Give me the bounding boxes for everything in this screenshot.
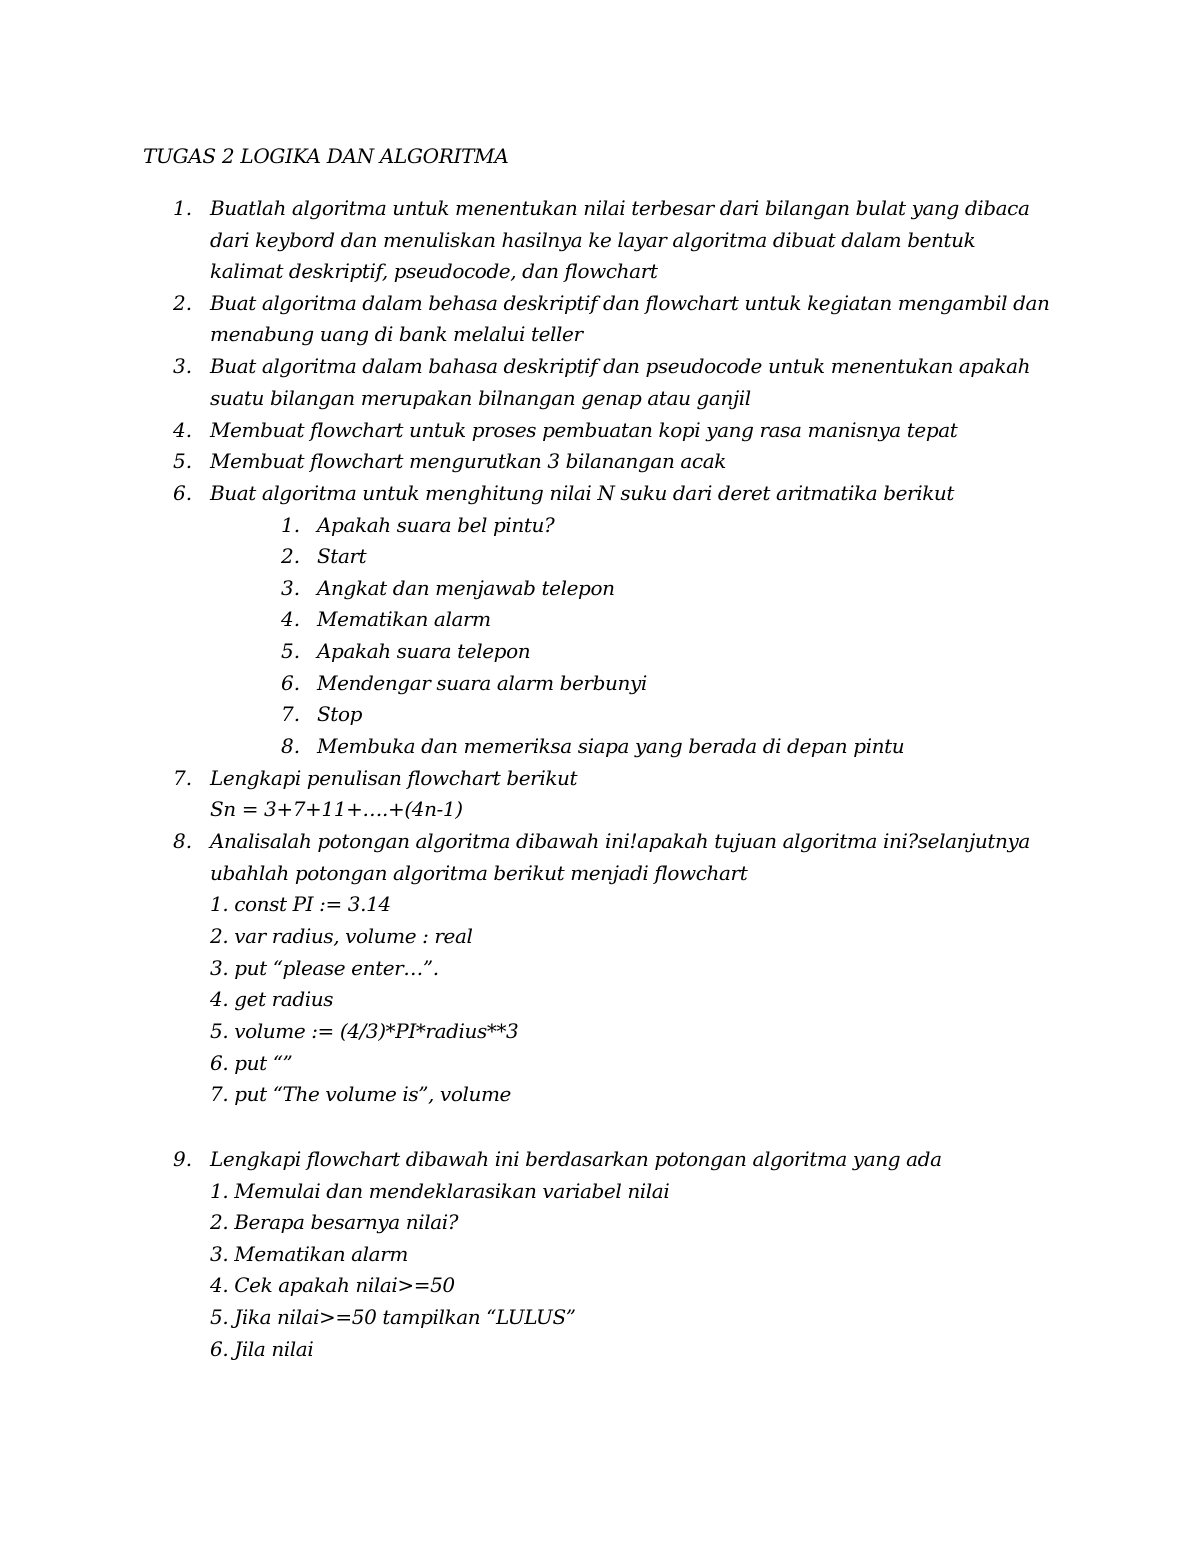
sub-item-number: 5. bbox=[281, 639, 301, 663]
question-text-line: Membuat flowchart mengurutkan 3 bilanangan acak bbox=[210, 449, 726, 473]
question-text-line: Lengkapi flowchart dibawah ini berdasarkan potongan algoritma yang ada bbox=[210, 1147, 942, 1171]
question-text-line: Membuat flowchart untuk proses pembuatan kopi yang rasa manisnya tepat bbox=[210, 418, 958, 442]
question-text-line: Buat algoritma untuk menghitung nilai N suku dari deret aritmatika berikut bbox=[210, 481, 955, 505]
question-text-line: Buat algoritma dalam bahasa deskriptif dan pseudocode untuk menentukan apakah bbox=[210, 354, 1031, 378]
question-number: 1. bbox=[173, 196, 193, 220]
sub-item-number: 4. bbox=[281, 607, 301, 631]
sub-item-text: Angkat dan menjawab telepon bbox=[317, 576, 615, 600]
code-line: 2. var radius, volume : real bbox=[210, 924, 473, 948]
question-number: 7. bbox=[173, 766, 193, 790]
sub-item-text: Start bbox=[317, 544, 367, 568]
sub-item-number: 6. bbox=[281, 671, 301, 695]
code-line: 1. const PI := 3.14 bbox=[210, 892, 391, 916]
question-text-line: dari keybord dan menuliskan hasilnya ke layar algoritma dibuat dalam bentuk bbox=[210, 228, 976, 252]
code-line: 3. put “please enter…”. bbox=[210, 956, 439, 980]
sub-item-text: Mendengar suara alarm berbunyi bbox=[317, 671, 647, 695]
question-number: 4. bbox=[173, 418, 193, 442]
code-line: 2. Berapa besarnya nilai? bbox=[210, 1210, 459, 1234]
sub-item-number: 3. bbox=[281, 576, 301, 600]
sub-item-text: Apakah suara telepon bbox=[317, 639, 531, 663]
code-line: 4. get radius bbox=[210, 987, 334, 1011]
question-text-line: menabung uang di bank melalui teller bbox=[210, 322, 583, 346]
code-line: 5. Jika nilai>=50 tampilkan “LULUS” bbox=[210, 1305, 576, 1329]
code-line: 6. put “” bbox=[210, 1051, 293, 1075]
question-number: 5. bbox=[173, 449, 193, 473]
code-line: 5. volume := (4/3)*PI*radius**3 bbox=[210, 1019, 519, 1043]
question-number: 9. bbox=[173, 1147, 193, 1171]
question-text-line: suatu bilangan merupakan bilnangan genap atau ganjil bbox=[210, 386, 751, 410]
formula-line: Sn = 3+7+11+….+(4n-1) bbox=[210, 797, 463, 821]
sub-item-text: Mematikan alarm bbox=[317, 607, 491, 631]
sub-item-number: 2. bbox=[281, 544, 301, 568]
code-line: 7. put “The volume is”, volume bbox=[210, 1082, 511, 1106]
sub-item-text: Membuka dan memeriksa siapa yang berada di depan pintu bbox=[317, 734, 905, 758]
code-line: 4. Cek apakah nilai>=50 bbox=[210, 1273, 455, 1297]
sub-item-number: 7. bbox=[281, 702, 301, 726]
question-text-line: kalimat deskriptif, pseudocode, dan flowchart bbox=[210, 259, 658, 283]
question-text-line: Buat algoritma dalam behasa deskriptif dan flowchart untuk kegiatan mengambil dan bbox=[210, 291, 1050, 315]
question-text-line: Buatlah algoritma untuk menentukan nilai terbesar dari bilangan bulat yang dibaca bbox=[210, 196, 1030, 220]
question-text-line: Analisalah potongan algoritma dibawah ini!apakah tujuan algoritma ini?selanjutnya bbox=[210, 829, 1030, 853]
question-number: 3. bbox=[173, 354, 193, 378]
code-line: 1. Memulai dan mendeklarasikan variabel nilai bbox=[210, 1179, 670, 1203]
sub-item-number: 1. bbox=[281, 513, 301, 537]
sub-item-number: 8. bbox=[281, 734, 301, 758]
question-number: 8. bbox=[173, 829, 193, 853]
question-text-line: ubahlah potongan algoritma berikut menjadi flowchart bbox=[210, 861, 748, 885]
question-number: 6. bbox=[173, 481, 193, 505]
code-line: 3. Mematikan alarm bbox=[210, 1242, 408, 1266]
question-text-line: Lengkapi penulisan flowchart berikut bbox=[210, 766, 578, 790]
question-number: 2. bbox=[173, 291, 193, 315]
document-title: TUGAS 2 LOGIKA DAN ALGORITMA bbox=[143, 144, 509, 168]
sub-item-text: Stop bbox=[317, 702, 362, 726]
code-line: 6. Jila nilai bbox=[210, 1337, 314, 1361]
sub-item-text: Apakah suara bel pintu? bbox=[317, 513, 555, 537]
